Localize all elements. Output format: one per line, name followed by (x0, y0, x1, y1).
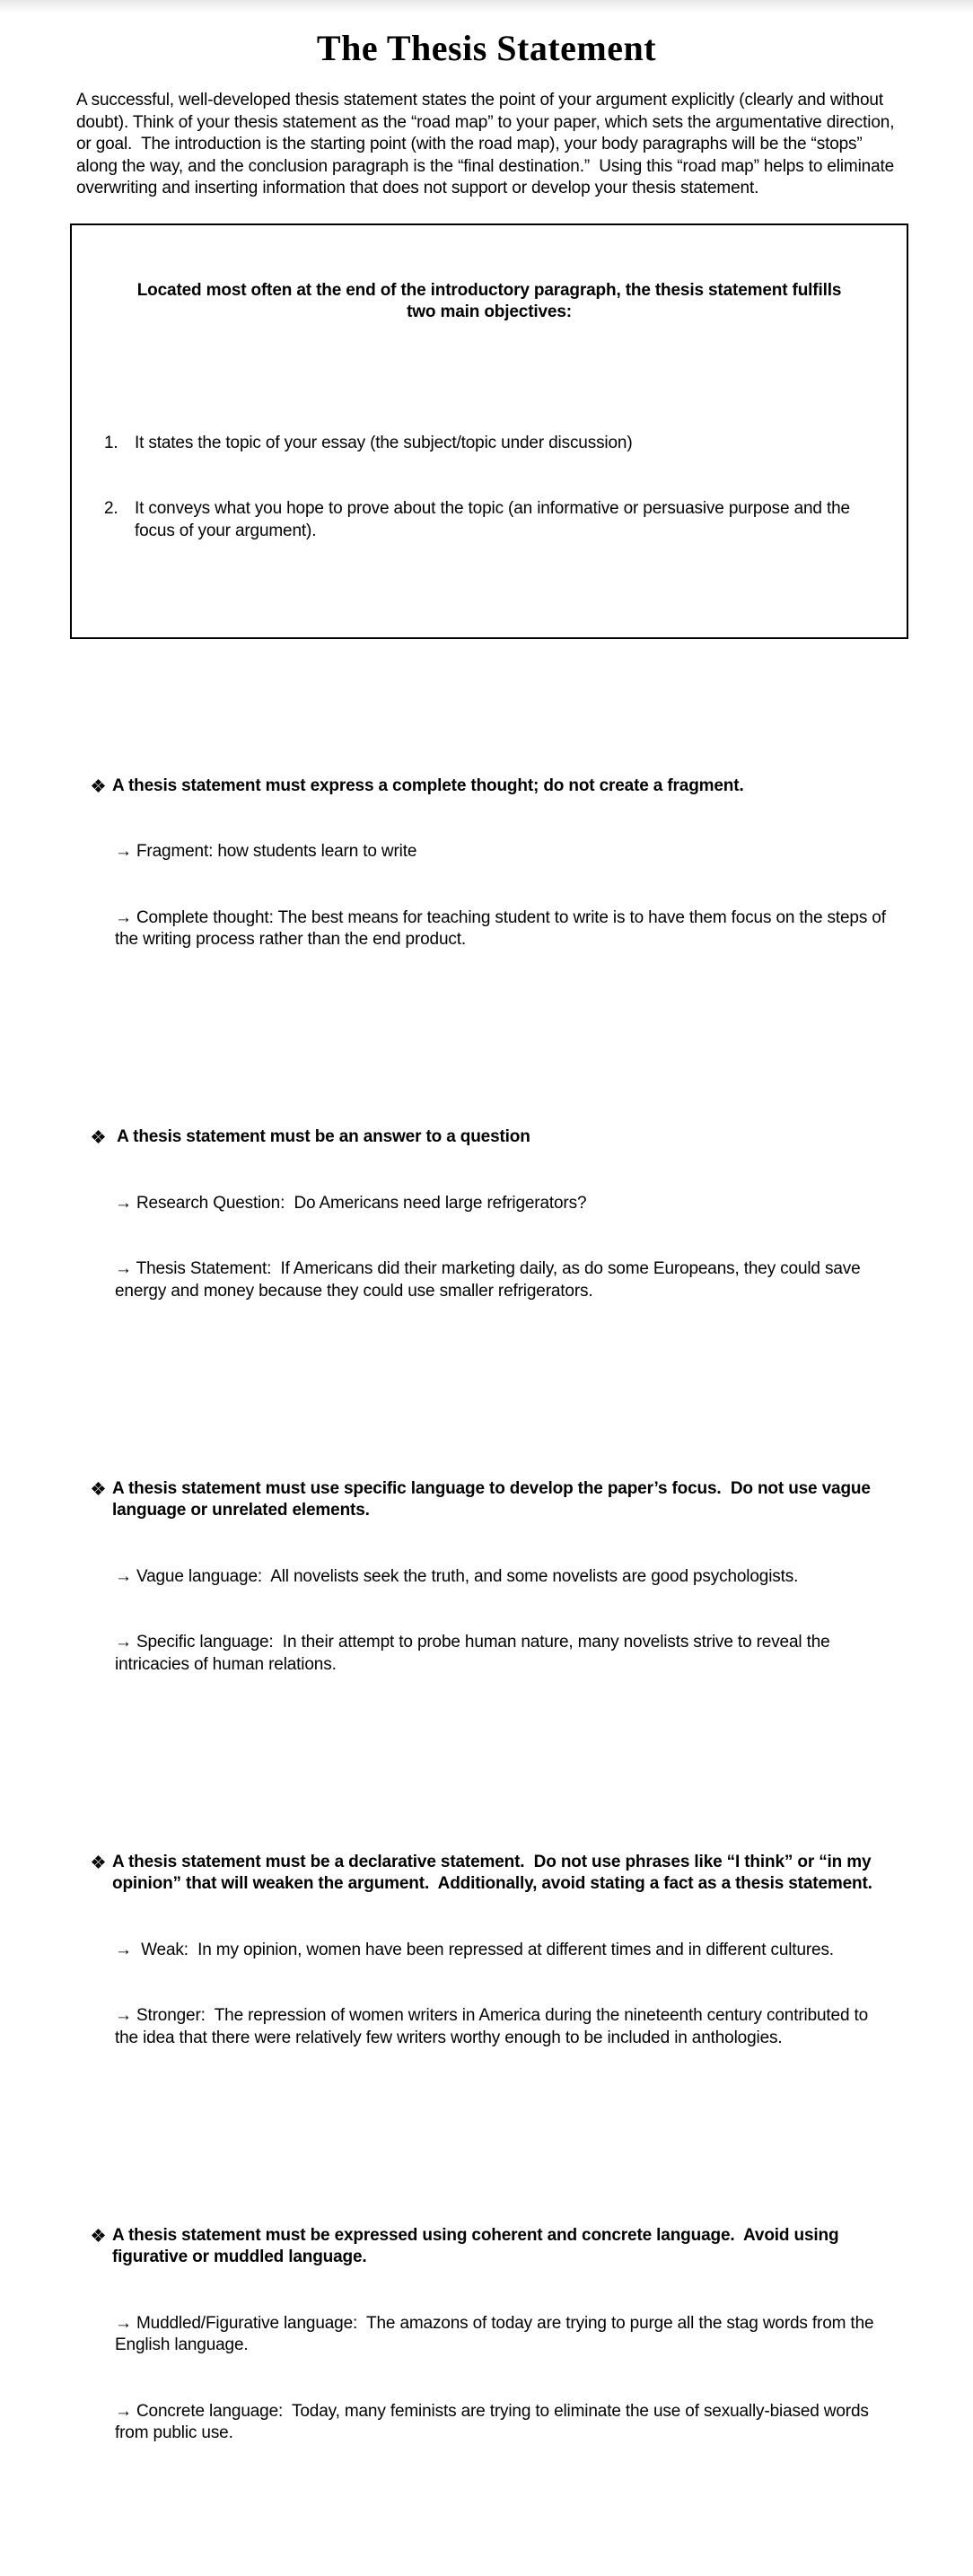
guideline-content (112, 1082, 887, 1346)
guideline-item (92, 2181, 887, 2489)
guideline-content (112, 1434, 887, 1721)
guideline-heading: A thesis statement must be a declarative statement. Do not use phrases like “I think” or “in my opinion” that will weaken the argument. Additionally, avoid stating a fact as a thesis statement. (112, 1852, 876, 1893)
objective-number: 1. (104, 433, 118, 452)
page-top-shadow (0, 0, 973, 13)
intro-paragraph: A successful, well-developed thesis statement states the point of your argument explicitly (clearly and without doubt). Think of your thesis statement as the “road map” to your paper, which sets the argumentative direction, or goal. The introduction is the starting point (with the road map), your body paragraphs will be the “stops” along the way, and the conclusion paragraph is the “final destination.” Using this “road map” helps to eliminate overwriting and inserting information that does not support or develop your thesis statement. (76, 91, 899, 197)
guidelines-section (92, 665, 890, 2576)
guideline-example: → Fragment: how students learn to write (115, 842, 417, 861)
objective-number: 2. (104, 499, 118, 518)
guideline-content (112, 2181, 887, 2489)
diamond-bullet-icon (92, 1082, 112, 1346)
guideline-content (112, 1808, 887, 2094)
objectives-box (70, 223, 908, 640)
guideline-example: → Specific language: In their attempt to probe human nature, many novelists strive to reveal the intricacies of human relations. (115, 1633, 835, 1674)
guideline-example: → Weak: In my opinion, women have been repressed at different times and in different cultures. (115, 1940, 834, 1959)
diamond-bullet-icon (92, 2181, 112, 2489)
objectives-box-heading: Located most often at the end of the introductory paragraph, the thesis statement fulfills two main objectives: (136, 280, 846, 321)
objective-text: It states the topic of your essay (the subject/topic under discussion) (135, 433, 633, 452)
guideline-heading: A thesis statement must be an answer to a question (112, 1127, 530, 1146)
guideline-item (92, 1808, 887, 2094)
guideline-content (112, 732, 890, 995)
guideline-example: → Muddled/Figurative language: The amazons of today are trying to purge all the stag words from the English language. (115, 2313, 879, 2354)
guideline-item (92, 732, 890, 995)
objective-text: It conveys what you hope to prove about the topic (an informative or persuasive purpose and the focus of your argument). (135, 499, 855, 540)
guideline-item (92, 1082, 887, 1346)
diamond-bullet-icon (92, 732, 112, 995)
guideline-heading: A thesis statement must express a complete thought; do not create a fragment. (112, 775, 744, 795)
objective-item (90, 498, 889, 542)
guideline-heading: A thesis statement must use specific language to develop the paper’s focus. Do not use vague language or unrelated elements. (112, 1478, 875, 1520)
guideline-example: → Complete thought: The best means for teaching student to write is to have them focus on the steps of the writing process rather than the end product. (115, 907, 890, 949)
diamond-bullet-icon (92, 1808, 112, 2094)
page-title: The Thesis Statement (316, 28, 657, 68)
guideline-example: → Vague language: All novelists seek the truth, and some novelists are good psychologists. (115, 1566, 799, 1586)
guideline-heading: A thesis statement must be expressed using coherent and concrete language. Avoid using figurative or muddled language. (112, 2225, 844, 2266)
guideline-example: → Research Question: Do Americans need large refrigerators? (115, 1193, 587, 1213)
guideline-example: → Concrete language: Today, many feminists are trying to eliminate the use of sexually-biased words from public use. (115, 2401, 873, 2442)
objectives-list (90, 389, 889, 587)
guideline-item (92, 1434, 887, 1721)
guideline-example: → Stronger: The repression of women writers in America during the nineteenth century contributed to the idea that there were relatively few writers worthy enough to be included in anthologies. (115, 2006, 873, 2047)
guideline-example: → Thesis Statement: If Americans did their marketing daily, as do some Europeans, they could save energy and money because they could use smaller refrigerators. (115, 1259, 865, 1301)
objective-item (90, 433, 889, 455)
diamond-bullet-icon (92, 1434, 112, 1721)
